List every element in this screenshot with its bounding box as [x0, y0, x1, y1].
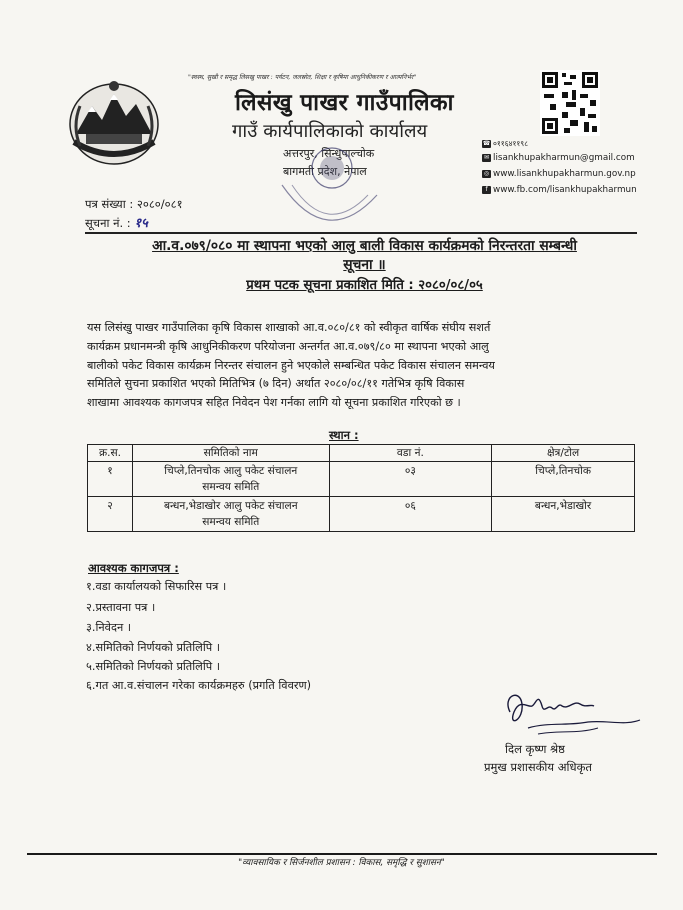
address-line-1: अत्तरपुर, सिन्धुपाल्चोक	[283, 147, 375, 160]
table-header-row	[88, 445, 635, 462]
phone-text: ०११६४११९८	[493, 139, 529, 148]
table-row	[88, 462, 635, 497]
municipality-emblem-icon	[66, 76, 162, 166]
contact-email[interactable]	[482, 153, 635, 163]
documents-title: आवश्यक कागजपत्र :	[88, 561, 179, 575]
document-item: ३.निवेदन ।	[86, 621, 132, 634]
body-line: बालीको पकेट विकास कार्यक्रम निरन्तर संचालन हुने भएकोले सम्बन्धित पकेट विकास संचालन समन्वय	[87, 359, 495, 372]
column-header: क्षेत्र/टोल	[492, 445, 635, 462]
contact-website[interactable]	[482, 169, 636, 179]
contact-facebook[interactable]	[482, 185, 637, 195]
body-line: समितिले सुचना प्रकाशित भएको मितिभित्र (७ दिन) अर्थात २०८०/०८/११ गतेभित्र कृषि विकास	[87, 377, 465, 390]
contact-phone	[482, 139, 528, 149]
document-item: ४.समितिको निर्णयको प्रतिलिपि ।	[86, 641, 221, 654]
cell-area: चिप्ले,तिनचोक	[492, 462, 635, 497]
committee-name-line: चिप्ले,तिनचोक आलु पकेट संचालन	[164, 465, 298, 477]
office-stamp-icon	[272, 140, 382, 240]
cell-sn: १	[88, 462, 133, 497]
handwritten-signature-icon	[498, 682, 648, 744]
address-line-2: बागमती प्रदेश, नेपाल	[283, 165, 367, 178]
document-item: १.वडा कार्यालयको सिफारिस पत्र ।	[86, 580, 227, 593]
footer-divider	[27, 853, 657, 855]
cell-name	[132, 497, 329, 532]
website-text: www.lisankhupakharmun.gov.np	[493, 169, 636, 179]
office-name: गाउँ कार्यपालिकाको कार्यालय	[232, 121, 428, 142]
column-header: वडा नं.	[329, 445, 492, 462]
subject-line-2: सूचना ॥	[343, 257, 386, 273]
column-header: क्र.स.	[88, 445, 133, 462]
notice-number-value: १५	[134, 216, 148, 231]
notice-number	[85, 213, 148, 231]
cell-sn: २	[88, 497, 133, 532]
signatory-designation: प्रमुख प्रशासकीय अधिकृत	[484, 760, 592, 774]
facebook-icon: f	[482, 186, 491, 194]
table-caption: स्थान :	[329, 428, 359, 442]
footer-slogan: "व्यावसायिक र सिर्जनशील प्रशासन : विकास, समृद्धि र सुशासन"	[238, 858, 445, 868]
email-text: lisankhupakharmun@gmail.com	[493, 153, 635, 163]
document-item: ६.गत आ.व.संचालन गरेका कार्यक्रमहरु (प्रगति विवरण)	[86, 679, 312, 692]
signatory-name: दिल कृष्ण श्रेष्ठ	[505, 742, 565, 756]
cell-ward: ०६	[329, 497, 492, 532]
committee-name-line: समन्वय समिति	[202, 516, 260, 528]
committee-name-line: बन्धन,भेडाखोर आलु पकेट संचालन	[163, 500, 298, 512]
cell-area: बन्धन,भेडाखोर	[492, 497, 635, 532]
header-motto: "स्वस्थ, सुखी र समृद्ध लिसखु पाखर : पर्यटन, जलस्रोत, शिक्षा र कृषिमा आधुनिकीकरण र आत्मनिर्भर"	[188, 74, 417, 81]
body-line: यस लिसंखु पाखर गाउँपालिका कृषि विकास शाखाको आ.व.०८०/८१ को स्वीकृत वार्षिक संघीय सशर्त	[87, 321, 491, 334]
globe-icon: ◎	[483, 169, 490, 177]
body-line: कार्यक्रम प्रधानमन्त्री कृषि आधुनिकीकरण परियोजना अन्तर्गत आ.व.०७९/८० मा स्थापना भएको आलु	[87, 340, 489, 353]
publication-date: प्रथम पटक सूचना प्रकाशित मिति : २०८०/०८/०५	[246, 278, 483, 293]
subject-line-1: आ.व.०७९/०८० मा स्थापना भएको आलु बाली विकास कार्यक्रमको निरन्तरता सम्बन्धी	[152, 238, 577, 254]
cell-ward: ०३	[329, 462, 492, 497]
document-item: ५.समितिको निर्णयको प्रतिलिपि ।	[86, 660, 221, 673]
header-divider	[85, 232, 637, 234]
facebook-text: www.fb.com/lisankhupakharmun	[493, 185, 637, 195]
committee-name-line: समन्वय समिति	[202, 481, 260, 493]
letter-number: पत्र संख्या : २०८०/०८१	[85, 197, 183, 211]
body-line: शाखामा आवश्यक कागजपत्र सहित निवेदन पेश गर्नका लागि यो सूचना प्रकाशित गरिएको छ ।	[87, 396, 461, 409]
email-icon: ✉	[483, 153, 490, 161]
table-row	[88, 497, 635, 532]
qr-code-icon	[540, 70, 600, 136]
cell-name	[132, 462, 329, 497]
notice-number-label: सूचना नं. :	[85, 216, 131, 230]
column-header: समितिको नाम	[132, 445, 329, 462]
phone-icon: ☎	[482, 140, 491, 147]
document-item: २.प्रस्तावना पत्र ।	[86, 601, 156, 614]
committee-table	[87, 444, 635, 532]
municipality-name: लिसंखु पाखर गाउँपालिका	[235, 90, 454, 116]
